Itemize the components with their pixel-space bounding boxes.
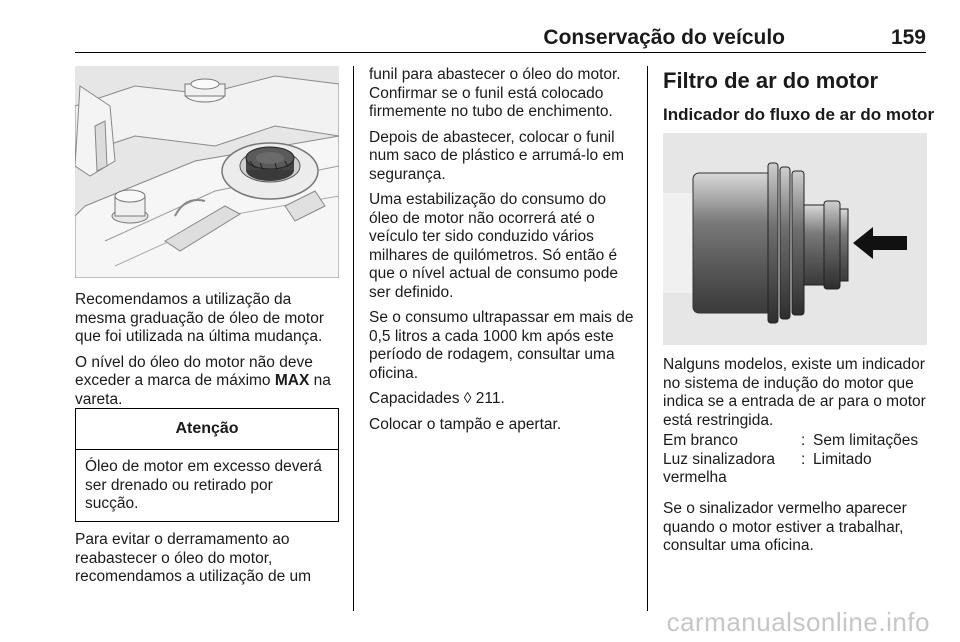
air-flow-indicator-illustration [663, 133, 927, 345]
page-number: 159 [890, 26, 926, 49]
column-divider-right [647, 66, 648, 611]
paragraph-oil-grade: Recomendamos a utilização da mesma graduação de óleo de motor que foi utilizada na última mudança. [75, 291, 325, 345]
middle-column-text [369, 66, 635, 441]
paragraph-close-cap: Colocar o tampão e apertar. [369, 415, 562, 433]
reference-arrow-icon[interactable]: ◊ [463, 390, 472, 407]
warning-heading: Atenção [76, 409, 338, 450]
indicator-state-value: Sem limitações [813, 432, 919, 449]
paragraph-oil-level: O nível do óleo do motor não deve exceder a marca de máximo MAX na vareta. [75, 353, 331, 408]
capacities-page-link[interactable]: 211. [471, 390, 505, 407]
page-header-title: Conservação do veículo [543, 26, 785, 49]
paragraph-red-indicator: Se o sinalizador vermelho aparecer quando o motor estiver a trabalhar, consultar uma oficina. [663, 500, 907, 554]
indicator-status-table [663, 432, 927, 488]
paragraph-indicator-intro: Nalguns modelos, existe um indicador no sistema de indução do motor que indica se a entrada de ar para o motor está restringida. [663, 356, 926, 429]
warning-box [75, 408, 339, 522]
table-row [663, 432, 927, 451]
indicator-state-label: Luz sinalizadora vermelha [663, 450, 776, 486]
watermark: carmanualsonline.info [666, 607, 930, 637]
table-row [663, 451, 927, 488]
paragraph-funnel: funil para abastecer o óleo do motor. Confirmar se o funil está colocado firmemente no tubo de enchimento. [369, 66, 621, 120]
header-divider [75, 52, 926, 53]
right-column-text [663, 356, 927, 437]
table-separator: : [801, 432, 806, 449]
max-mark-label: MAX [274, 372, 310, 389]
indicator-state-value: Limitado [813, 450, 872, 468]
section-heading: Filtro de ar do motor [663, 68, 879, 93]
paragraph-consumption-limit: Se o consumo ultrapassar em mais de 0,5 litros a cada 1000 km após este período de rodagem, consultar uma oficina. [369, 309, 634, 382]
paragraph-consumption-stabilization: Uma estabilização do consumo do óleo de motor não ocorrerá até o veículo ter sido conduzido vários milhares de quilómetros. Só então é que o nível actual de consumo pode ser definido. [369, 191, 619, 301]
paragraph-capacities: Capacidades ◊ 211. [369, 390, 505, 407]
column-divider-left [353, 66, 354, 611]
engine-oil-cap-illustration [75, 66, 339, 278]
paragraph-funnel-intro: Para evitar o derramamento ao reabastecer o óleo do motor, recomendamos a utilização de um [75, 531, 312, 585]
indicator-state-label: Em branco [663, 432, 738, 449]
left-column-text [75, 291, 340, 416]
warning-text: Óleo de motor em excesso deverá ser drenado ou retirado por sucção. [85, 458, 322, 512]
paragraph-store-funnel: Depois de abastecer, colocar o funil num saco de plástico e arrumá-lo em segurança. [369, 128, 625, 183]
table-separator: : [801, 450, 806, 468]
section-subheading: Indicador do fluxo de ar do motor [663, 105, 935, 124]
